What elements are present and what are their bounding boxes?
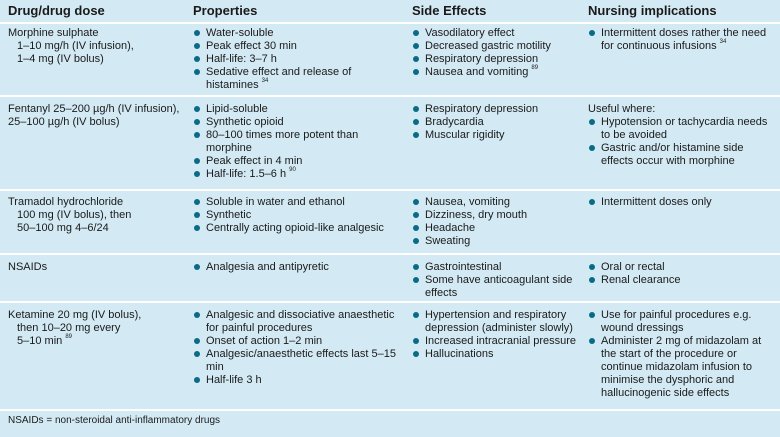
- side-effects-cell: [412, 103, 577, 142]
- side-effect-item-text: Respiratory depression: [425, 53, 539, 65]
- property-item: [193, 27, 398, 40]
- nursing-item: [588, 27, 774, 53]
- drug-dose-text: Fentanyl 25–200 µg/h (IV infusion), 25–100 µg/h (IV bolus): [8, 103, 180, 128]
- nursing-item: [588, 196, 774, 209]
- nursing-item-text: Hypotension or tachycardia needs to be avoided: [601, 116, 768, 141]
- bullet-icon: [589, 277, 595, 283]
- nursing-item: [588, 274, 774, 287]
- drug-dose-cell: [8, 261, 183, 274]
- bullet-icon: [194, 119, 200, 125]
- header-side-effects: Side Effects: [412, 3, 487, 18]
- drug-dose-cell: [8, 103, 183, 129]
- drug-dose-line: [8, 209, 183, 222]
- side-effect-item-text: Some have anticoagulant side effects: [425, 274, 573, 299]
- drug-dose-line: [8, 27, 183, 40]
- bullet-icon: [413, 212, 419, 218]
- side-effect-item: [412, 235, 577, 248]
- reference-superscript: 89: [65, 334, 73, 341]
- drug-dose-text: 1–4 mg (IV bolus): [17, 53, 104, 65]
- bullet-icon: [413, 277, 419, 283]
- properties-cell: [193, 103, 398, 181]
- bullet-icon: [589, 145, 595, 151]
- bullet-icon: [589, 338, 595, 344]
- property-item-text: Sedative effect and release of histamines: [206, 66, 352, 91]
- side-effect-item: [412, 66, 577, 79]
- side-effect-item-list: [412, 196, 577, 248]
- drug-dose-text: 5–10 min: [17, 335, 63, 347]
- property-item-text: Centrally acting opioid-like analgesic: [206, 222, 384, 234]
- property-item: [193, 196, 398, 209]
- nursing-item-text: Gastric and/or histamine side effects occur with morphine: [601, 142, 744, 167]
- property-item-text: 80–100 times more potent than morphine: [206, 129, 359, 154]
- nursing-item: [588, 116, 774, 142]
- header-nursing-implications: Nursing implications: [588, 3, 717, 18]
- drug-dose-text: Ketamine 20 mg (IV bolus),: [8, 309, 142, 321]
- side-effect-item-list: [412, 103, 577, 142]
- nursing-item-text: Intermittent doses rather the need for continuous infusions: [601, 27, 767, 52]
- side-effect-item-text: Nausea and vomiting: [425, 66, 529, 78]
- side-effect-item-list: [412, 309, 577, 361]
- property-item: [193, 374, 398, 387]
- side-effect-item: [412, 40, 577, 53]
- side-effect-item-text: Hypertension and respiratory depression (administer slowly): [425, 309, 573, 334]
- bullet-icon: [194, 69, 200, 75]
- bullet-icon: [413, 30, 419, 36]
- property-item: [193, 40, 398, 53]
- bullet-icon: [194, 225, 200, 231]
- bullet-icon: [589, 119, 595, 125]
- side-effect-item-text: Vasodilatory effect: [425, 27, 515, 39]
- property-item: [193, 222, 398, 235]
- side-effect-item-list: [412, 27, 577, 79]
- property-item: [193, 168, 398, 181]
- property-item-text: Lipid-soluble: [206, 103, 268, 115]
- bullet-icon: [589, 264, 595, 270]
- nursing-item-text: Use for painful procedures e.g. wound dressings: [601, 309, 752, 334]
- property-item-text: Half-life: 3–7 h: [206, 53, 277, 65]
- property-item: [193, 129, 398, 155]
- bullet-icon: [194, 212, 200, 218]
- side-effects-cell: [412, 261, 577, 300]
- bullet-icon: [194, 56, 200, 62]
- row-divider: [0, 95, 780, 97]
- side-effect-item-text: Hallucinations: [425, 348, 494, 360]
- nursing-implications-cell: [588, 103, 774, 168]
- side-effect-item: [412, 103, 577, 116]
- side-effect-item: [412, 209, 577, 222]
- nursing-item: [588, 261, 774, 274]
- nursing-implications-cell: [588, 27, 774, 53]
- bullet-icon: [413, 238, 419, 244]
- side-effect-item-text: Respiratory depression: [425, 103, 539, 115]
- nursing-item-text: Administer 2 mg of midazolam at the start of the procedure or continue midazolam infusion to minimise the dysphoric and hallucinogenic side effects: [601, 335, 762, 399]
- side-effect-item-text: Headache: [425, 222, 476, 234]
- property-item-text: Peak effect 30 min: [206, 40, 297, 52]
- side-effect-item: [412, 196, 577, 209]
- property-item-text: Onset of action 1–2 min: [206, 335, 323, 347]
- property-item-list: [193, 103, 398, 181]
- property-item-list: [193, 309, 398, 387]
- property-item-text: Half-life: 1.5–6 h: [206, 168, 287, 180]
- table-header-row: [0, 0, 780, 20]
- nursing-item-list: [588, 196, 774, 209]
- header-drug: Drug/drug dose: [8, 3, 105, 18]
- side-effects-cell: [412, 309, 577, 361]
- property-item-list: [193, 196, 398, 235]
- property-item: [193, 335, 398, 348]
- properties-cell: [193, 27, 398, 92]
- nursing-implications-cell: [588, 261, 774, 287]
- drug-dose-text: then 10–20 mg every: [17, 322, 121, 334]
- nursing-item: [588, 309, 774, 335]
- reference-superscript: 89: [531, 65, 539, 72]
- bullet-icon: [413, 119, 419, 125]
- nursing-item-list: [588, 261, 774, 287]
- reference-superscript: 90: [289, 167, 296, 174]
- table-footnote: NSAIDs = non-steroidal anti-inflammatory drugs: [8, 415, 221, 426]
- bullet-icon: [413, 199, 419, 205]
- drug-dose-text: 100 mg (IV bolus), then: [17, 209, 132, 221]
- drug-dose-line: [8, 322, 183, 335]
- bullet-icon: [413, 106, 419, 112]
- drug-dose-text: 50–100 mg 4–6/24: [17, 222, 109, 234]
- nursing-item-list: [588, 309, 774, 400]
- bullet-icon: [413, 132, 419, 138]
- row-divider: [0, 301, 780, 303]
- side-effect-item-text: Muscular rigidity: [425, 129, 505, 141]
- row-divider: [0, 409, 780, 411]
- side-effect-item: [412, 222, 577, 235]
- bullet-icon: [589, 30, 595, 36]
- bullet-icon: [194, 171, 200, 177]
- bullet-icon: [413, 56, 419, 62]
- drug-dose-line: [8, 222, 183, 235]
- reference-superscript: 34: [261, 78, 269, 85]
- properties-cell: [193, 196, 398, 235]
- drug-dose-line: [8, 40, 183, 53]
- property-item: [193, 348, 398, 374]
- side-effect-item: [412, 116, 577, 129]
- bullet-icon: [413, 312, 419, 318]
- side-effect-item: [412, 335, 577, 348]
- bullet-icon: [413, 338, 419, 344]
- drug-dose-line: [8, 103, 183, 129]
- nursing-item-text: Intermittent doses only: [601, 196, 712, 208]
- side-effect-item: [412, 274, 577, 300]
- drug-dose-text: NSAIDs: [8, 261, 48, 273]
- bullet-icon: [194, 158, 200, 164]
- bullet-icon: [413, 264, 419, 270]
- side-effect-item-text: Dizziness, dry mouth: [425, 209, 528, 221]
- side-effect-item: [412, 27, 577, 40]
- properties-cell: [193, 309, 398, 387]
- drug-dose-cell: [8, 196, 183, 235]
- bullet-icon: [194, 30, 200, 36]
- nursing-item-text: Oral or rectal: [601, 261, 665, 273]
- drug-dose-text: 1–10 mg/h (IV infusion),: [17, 40, 134, 52]
- row-divider: [0, 189, 780, 191]
- bullet-icon: [194, 377, 200, 383]
- drug-dose-line: [8, 335, 183, 348]
- property-item-text: Water-soluble: [206, 27, 274, 39]
- side-effect-item-text: Increased intracranial pressure: [425, 335, 577, 347]
- bullet-icon: [194, 338, 200, 344]
- drug-dose-text: Tramadol hydrochloride: [8, 196, 124, 208]
- drug-dose-line: [8, 261, 183, 274]
- property-item-text: Half-life 3 h: [206, 374, 262, 386]
- property-item-text: Soluble in water and ethanol: [206, 196, 345, 208]
- property-item-text: Synthetic opioid: [206, 116, 284, 128]
- side-effect-item-text: Sweating: [425, 235, 471, 247]
- side-effect-item: [412, 129, 577, 142]
- nursing-implications-cell: [588, 309, 774, 400]
- side-effects-cell: [412, 196, 577, 248]
- bullet-icon: [413, 69, 419, 75]
- drug-dose-line: [8, 196, 183, 209]
- property-item: [193, 66, 398, 92]
- bullet-icon: [194, 264, 200, 270]
- properties-cell: [193, 261, 398, 274]
- property-item-list: [193, 27, 398, 92]
- property-item-text: Peak effect in 4 min: [206, 155, 303, 167]
- property-item-list: [193, 261, 398, 274]
- side-effect-item-list: [412, 261, 577, 300]
- bullet-icon: [413, 43, 419, 49]
- drug-dose-cell: [8, 309, 183, 348]
- drug-dose-text: Morphine sulphate: [8, 27, 99, 39]
- property-item: [193, 116, 398, 129]
- drug-dose-line: [8, 53, 183, 66]
- reference-superscript: 34: [719, 39, 727, 46]
- nursing-item-list: [588, 27, 774, 53]
- nursing-item-list: [588, 116, 774, 168]
- side-effect-item-text: Bradycardia: [425, 116, 484, 128]
- bullet-icon: [194, 106, 200, 112]
- side-effect-item-text: Gastrointestinal: [425, 261, 502, 273]
- bullet-icon: [413, 225, 419, 231]
- property-item-text: Analgesic/anaesthetic effects last 5–15 min: [206, 348, 396, 373]
- nursing-item-text: Renal clearance: [601, 274, 681, 286]
- property-item: [193, 53, 398, 66]
- row-divider: [0, 253, 780, 255]
- property-item: [193, 209, 398, 222]
- side-effect-item: [412, 309, 577, 335]
- side-effect-item-text: Decreased gastric motility: [425, 40, 551, 52]
- bullet-icon: [194, 312, 200, 318]
- bullet-icon: [589, 312, 595, 318]
- nursing-implications-cell: [588, 196, 774, 209]
- nursing-intro: Useful where:: [588, 103, 656, 115]
- property-item: [193, 309, 398, 335]
- nursing-item: [588, 335, 774, 400]
- drug-dose-line: [8, 309, 183, 322]
- bullet-icon: [589, 199, 595, 205]
- bullet-icon: [194, 351, 200, 357]
- drug-dose-cell: [8, 27, 183, 66]
- property-item-text: Analgesia and antipyretic: [206, 261, 329, 273]
- property-item: [193, 103, 398, 116]
- side-effect-item: [412, 53, 577, 66]
- side-effects-cell: [412, 27, 577, 79]
- bullet-icon: [194, 199, 200, 205]
- bullet-icon: [413, 351, 419, 357]
- property-item-text: Synthetic: [206, 209, 252, 221]
- row-divider: [0, 22, 780, 24]
- side-effect-item: [412, 261, 577, 274]
- nursing-item: [588, 142, 774, 168]
- header-properties: Properties: [193, 3, 258, 18]
- property-item: [193, 261, 398, 274]
- bullet-icon: [194, 43, 200, 49]
- bullet-icon: [194, 132, 200, 138]
- side-effect-item-text: Nausea, vomiting: [425, 196, 510, 208]
- side-effect-item: [412, 348, 577, 361]
- property-item-text: Analgesic and dissociative anaesthetic for painful procedures: [206, 309, 395, 334]
